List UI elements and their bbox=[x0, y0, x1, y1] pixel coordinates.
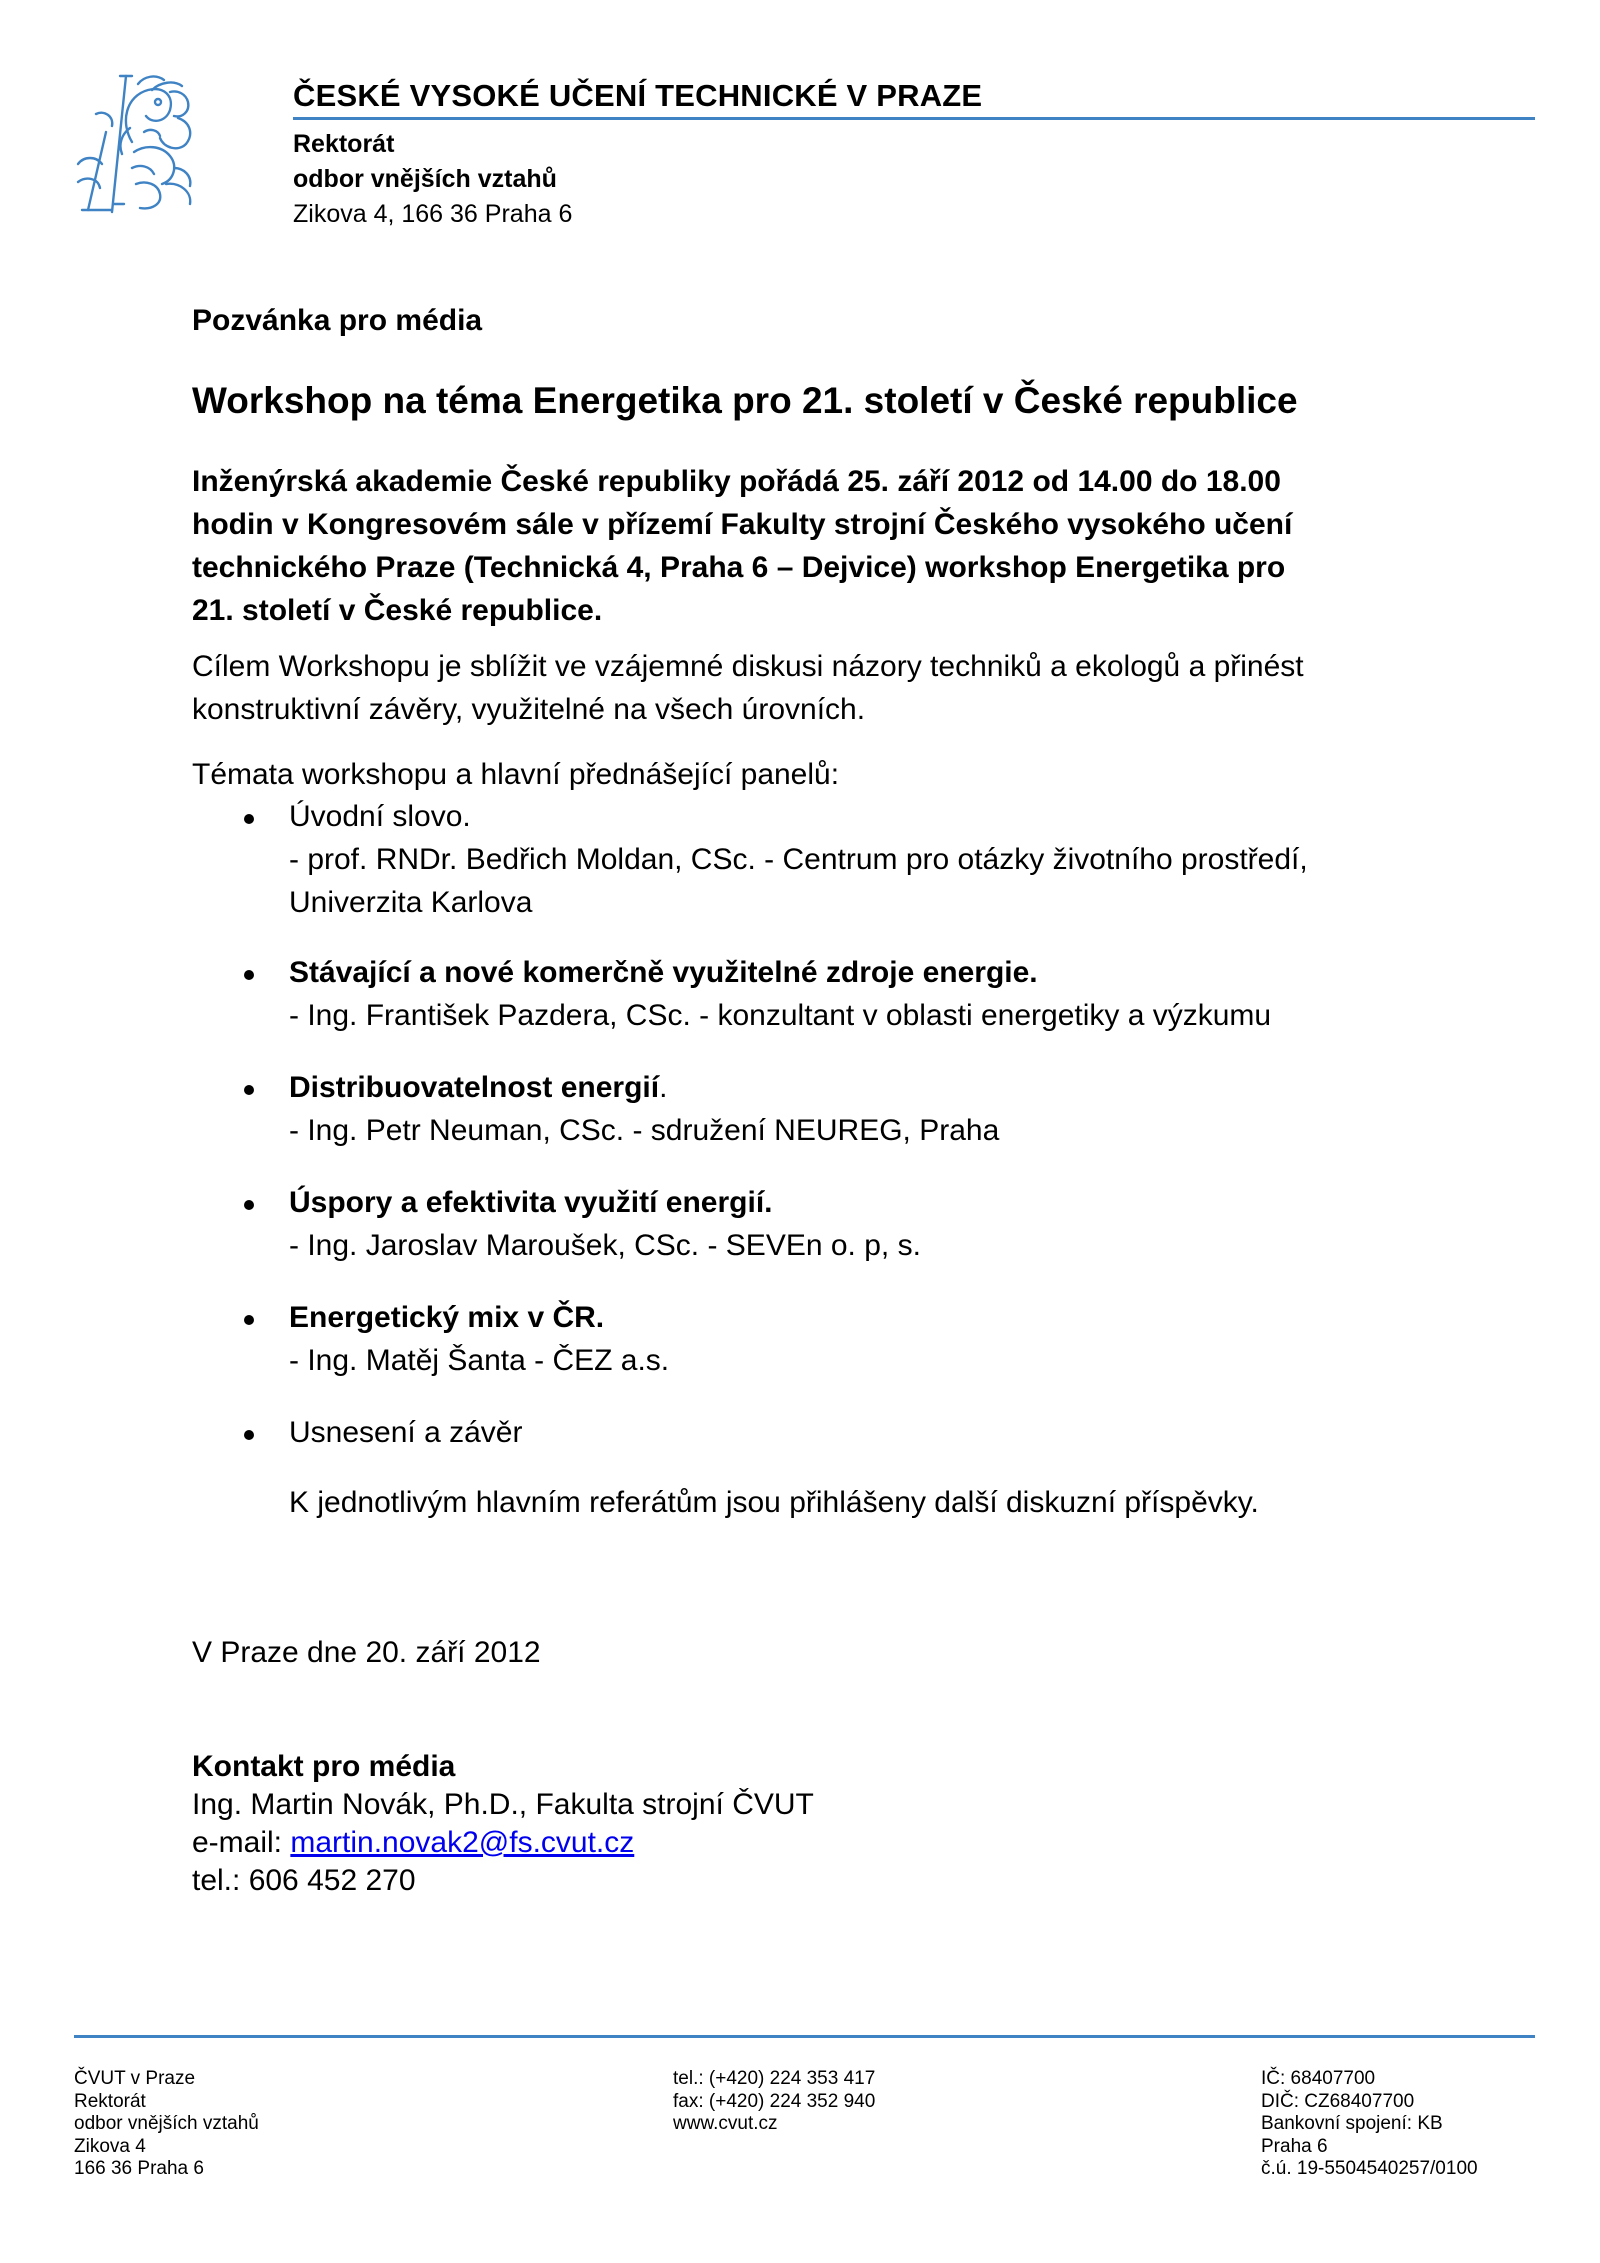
topic-title-wrap bbox=[289, 1071, 667, 1105]
bullet-icon bbox=[244, 1085, 254, 1095]
headline: Workshop na téma Energetika pro 21. století v České republice bbox=[192, 380, 1298, 421]
invite-label: Pozvánka pro média bbox=[192, 304, 483, 337]
date-line: V Praze dne 20. září 2012 bbox=[192, 1636, 541, 1669]
lead-line: hodin v Kongresovém sále v přízemí Fakulty strojní Českého vysokého učení bbox=[192, 508, 1293, 541]
topic-speaker: - Ing. Petr Neuman, CSc. - sdružení NEUREG, Praha bbox=[289, 1114, 1000, 1147]
topic-title: Stávající a nové komerčně využitelné zdroje energie. bbox=[289, 956, 1038, 989]
footer-line: IČ: 68407700 bbox=[1261, 2068, 1376, 2089]
header-address: Zikova 4, 166 36 Praha 6 bbox=[293, 200, 573, 228]
topic-speaker: - prof. RNDr. Bedřich Moldan, CSc. - Centrum pro otázky životního prostředí, bbox=[289, 843, 1308, 876]
footer-address bbox=[74, 2068, 259, 2181]
bullet-icon bbox=[244, 1430, 254, 1440]
topic-speaker: - Ing. František Pazdera, CSc. - konzultant v oblasti energetiky a výzkumu bbox=[289, 999, 1272, 1032]
topic-title: Usnesení a závěr bbox=[289, 1416, 523, 1449]
footer-line: Rektorát bbox=[74, 2090, 146, 2112]
email-link[interactable]: martin.novak2@fs.cvut.cz bbox=[290, 1826, 635, 1859]
lead-line: 21. století v České republice. bbox=[192, 594, 603, 627]
footer-line: fax: (+420) 224 352 940 bbox=[673, 2090, 876, 2112]
footer-rule bbox=[74, 2035, 1535, 2038]
purpose-paragraph bbox=[192, 645, 1304, 731]
header-rektorat: Rektorát bbox=[293, 130, 395, 158]
topics-intro: Témata workshopu a hlavní přednášející panelů: bbox=[192, 758, 840, 791]
footer-line: ČVUT v Praze bbox=[74, 2068, 196, 2089]
para-line: konstruktivní závěry, využitelné na všech úrovních. bbox=[192, 693, 866, 726]
topic-speaker-cont: Univerzita Karlova bbox=[289, 886, 533, 919]
header-department: odbor vnějších vztahů bbox=[293, 165, 557, 193]
bullet-icon bbox=[244, 814, 254, 824]
email-label: e-mail: bbox=[192, 1826, 291, 1859]
header-rule bbox=[293, 117, 1535, 120]
contact-email-line bbox=[192, 1826, 634, 1860]
footer-line: odbor vnějších vztahů bbox=[74, 2113, 259, 2135]
topic-title: Úspory a efektivita využití energií. bbox=[289, 1186, 773, 1219]
institution-name: ČESKÉ VYSOKÉ UČENÍ TECHNICKÉ V PRAZE bbox=[293, 78, 983, 113]
footer-line: č.ú. 19-5504540257/0100 bbox=[1261, 2158, 1478, 2180]
topic-speaker: - Ing. Jaroslav Maroušek, CSc. - SEVEn o. p, s. bbox=[289, 1229, 921, 1262]
footer-line: Bankovní spojení: KB bbox=[1261, 2113, 1443, 2135]
lead-line: Inženýrská akademie České republiky pořádá 25. září 2012 od 14.00 do 18.00 bbox=[192, 465, 1281, 498]
bullet-icon bbox=[244, 1200, 254, 1210]
topic-speaker: - Ing. Matěj Šanta - ČEZ a.s. bbox=[289, 1344, 670, 1377]
bullet-icon bbox=[244, 1315, 254, 1325]
bullet-icon bbox=[244, 970, 254, 980]
contact-name: Ing. Martin Novák, Ph.D., Fakulta strojní ČVUT bbox=[192, 1788, 814, 1821]
footer-line: DIČ: CZ68407700 bbox=[1261, 2090, 1415, 2112]
footer-website-link[interactable]: www.cvut.cz bbox=[673, 2113, 778, 2135]
footer-ids bbox=[1261, 2068, 1478, 2181]
lead-line: technického Praze (Technická 4, Praha 6 – Dejvice) workshop Energetika pro bbox=[192, 551, 1286, 584]
footer-line: Praha 6 bbox=[1261, 2135, 1328, 2157]
footer-line: tel.: (+420) 224 353 417 bbox=[673, 2068, 876, 2089]
topic-title: Distribuovatelnost energií bbox=[289, 1071, 660, 1104]
topic-title: Úvodní slovo. bbox=[289, 800, 471, 833]
lead-paragraph bbox=[192, 460, 1292, 632]
topic-title: Energetický mix v ČR. bbox=[289, 1301, 605, 1334]
contact-heading: Kontakt pro média bbox=[192, 1750, 456, 1783]
cvut-lion-logo-icon bbox=[74, 72, 204, 214]
closing-note: K jednotlivým hlavním referátům jsou přihlášeny další diskuzní příspěvky. bbox=[289, 1486, 1259, 1519]
para-line: Cílem Workshopu je sblížit ve vzájemné diskusi názory techniků a ekologů a přinést bbox=[192, 650, 1304, 683]
topic-title-suffix: . bbox=[659, 1071, 668, 1104]
footer-line: Zikova 4 bbox=[74, 2135, 146, 2157]
footer-contacts bbox=[673, 2068, 875, 2136]
footer-line: 166 36 Praha 6 bbox=[74, 2158, 204, 2180]
contact-phone: tel.: 606 452 270 bbox=[192, 1864, 416, 1897]
